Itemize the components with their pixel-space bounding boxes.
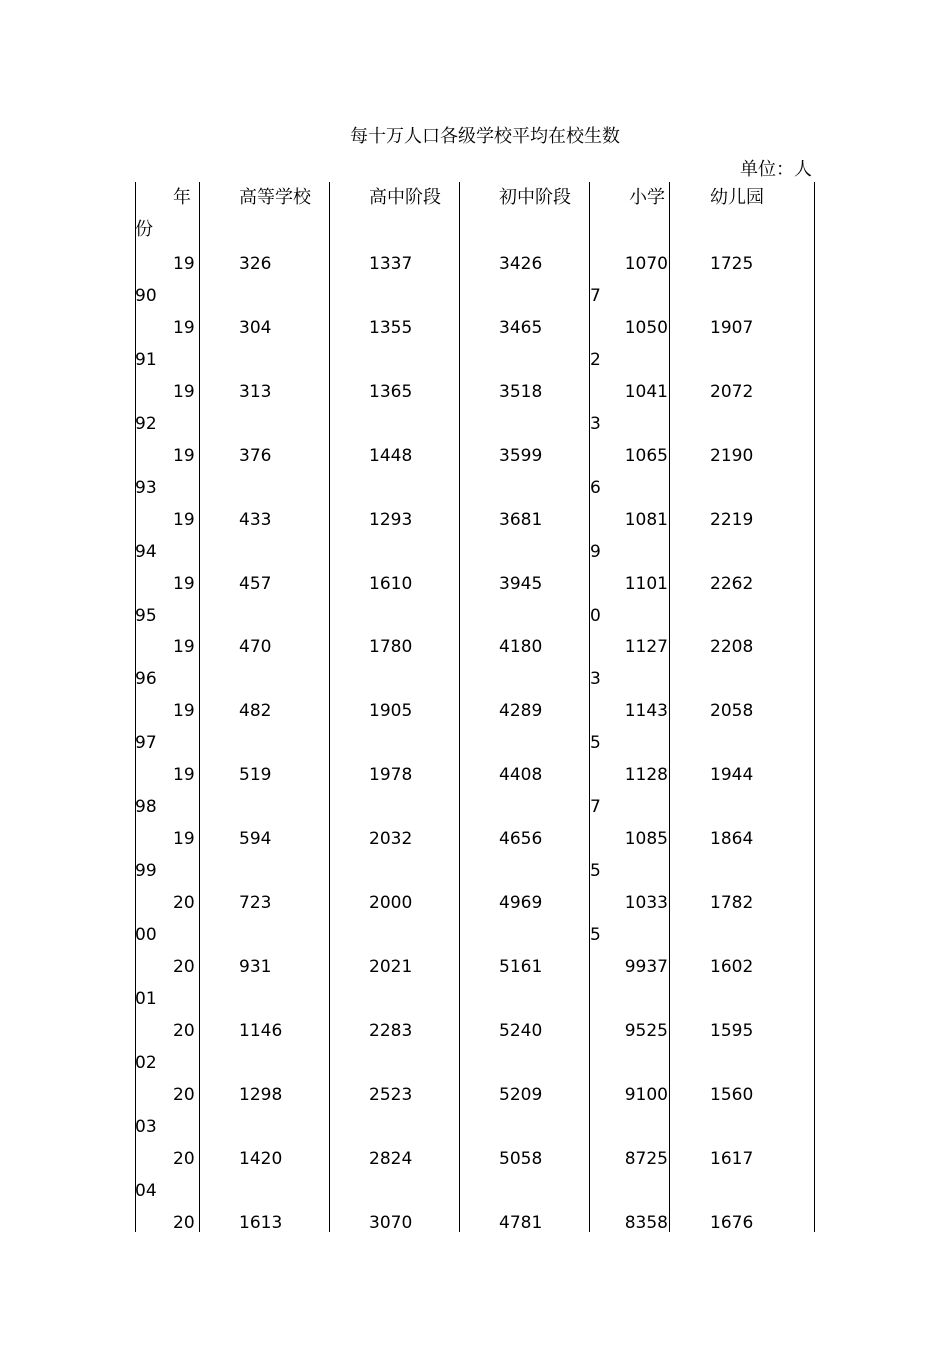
higher-value: 433 [239, 510, 272, 530]
column-divider-primary [669, 182, 670, 1232]
junior-value: 4781 [499, 1213, 543, 1233]
primary-value: 1128 [624, 765, 668, 785]
year-cell-top: 19 [173, 510, 195, 530]
year-cell-bottom: 04 [135, 1181, 157, 1201]
kinder-value: 1602 [710, 957, 754, 977]
table-right-border [814, 182, 815, 1232]
year-cell-top: 20 [173, 1149, 195, 1169]
header-primary: 小学 [629, 187, 665, 208]
year-cell-bottom: 00 [135, 925, 157, 945]
senior-value: 2283 [369, 1021, 413, 1041]
primary-value-wrap: 0 [590, 606, 601, 626]
year-cell-bottom: 93 [135, 478, 157, 498]
primary-value-wrap: 7 [590, 797, 601, 817]
column-divider-year [199, 182, 200, 1232]
header-kinder: 幼儿园 [710, 187, 764, 208]
junior-value: 4408 [499, 765, 543, 785]
year-cell-bottom: 01 [135, 989, 157, 1009]
higher-value: 1146 [239, 1021, 283, 1041]
kinder-value: 2219 [710, 510, 754, 530]
higher-value: 470 [239, 637, 272, 657]
kinder-value: 1595 [710, 1021, 754, 1041]
junior-value: 3945 [499, 574, 543, 594]
kinder-value: 1907 [710, 318, 754, 338]
kinder-value: 1560 [710, 1085, 754, 1105]
kinder-value: 1676 [710, 1213, 754, 1233]
senior-value: 1365 [369, 382, 413, 402]
year-cell-top: 20 [173, 1213, 195, 1233]
kinder-value: 1725 [710, 254, 754, 274]
primary-value: 1101 [624, 574, 668, 594]
senior-value: 1337 [369, 254, 413, 274]
primary-value-wrap: 3 [590, 414, 601, 434]
junior-value: 3426 [499, 254, 543, 274]
junior-value: 4289 [499, 701, 543, 721]
primary-value: 1050 [624, 318, 668, 338]
year-cell-bottom: 97 [135, 733, 157, 753]
junior-value: 3518 [499, 382, 543, 402]
year-cell-top: 20 [173, 1085, 195, 1105]
junior-value: 4656 [499, 829, 543, 849]
year-cell-bottom: 94 [135, 542, 157, 562]
senior-value: 1905 [369, 701, 413, 721]
primary-value: 9937 [624, 957, 668, 977]
year-cell-top: 19 [173, 637, 195, 657]
year-cell-top: 19 [173, 446, 195, 466]
year-cell-top: 19 [173, 829, 195, 849]
header-junior: 初中阶段 [499, 187, 571, 208]
primary-value-wrap: 5 [590, 861, 601, 881]
higher-value: 313 [239, 382, 272, 402]
junior-value: 3599 [499, 446, 543, 466]
primary-value: 1070 [624, 254, 668, 274]
primary-value-wrap: 7 [590, 286, 601, 306]
senior-value: 1610 [369, 574, 413, 594]
primary-value: 8358 [624, 1213, 668, 1233]
table-left-border [135, 182, 136, 1232]
year-cell-top: 19 [173, 765, 195, 785]
higher-value: 594 [239, 829, 272, 849]
year-cell-top: 19 [173, 701, 195, 721]
year-cell-bottom: 98 [135, 797, 157, 817]
primary-value: 8725 [624, 1149, 668, 1169]
primary-value: 1127 [624, 637, 668, 657]
primary-value-wrap: 5 [590, 925, 601, 945]
senior-value: 2824 [369, 1149, 413, 1169]
kinder-value: 1617 [710, 1149, 754, 1169]
higher-value: 931 [239, 957, 272, 977]
year-cell-bottom: 90 [135, 286, 157, 306]
higher-value: 1613 [239, 1213, 283, 1233]
header-senior: 高中阶段 [369, 187, 441, 208]
higher-value: 1298 [239, 1085, 283, 1105]
primary-value: 1143 [624, 701, 668, 721]
kinder-value: 1782 [710, 893, 754, 913]
kinder-value: 1864 [710, 829, 754, 849]
year-cell-top: 19 [173, 382, 195, 402]
year-cell-bottom: 03 [135, 1117, 157, 1137]
unit-label: 单位：人 [740, 159, 812, 180]
year-cell-top: 20 [173, 1021, 195, 1041]
junior-value: 5209 [499, 1085, 543, 1105]
year-cell-top: 19 [173, 254, 195, 274]
column-divider-higher [329, 182, 330, 1232]
junior-value: 4969 [499, 893, 543, 913]
header-year-top: 年 [173, 187, 191, 208]
senior-value: 2032 [369, 829, 413, 849]
header-year-bottom: 份 [135, 219, 153, 240]
year-cell-top: 19 [173, 318, 195, 338]
primary-value-wrap: 3 [590, 669, 601, 689]
kinder-value: 2058 [710, 701, 754, 721]
kinder-value: 2190 [710, 446, 754, 466]
senior-value: 1978 [369, 765, 413, 785]
higher-value: 326 [239, 254, 272, 274]
year-cell-top: 19 [173, 574, 195, 594]
kinder-value: 2072 [710, 382, 754, 402]
kinder-value: 1944 [710, 765, 754, 785]
higher-value: 482 [239, 701, 272, 721]
year-cell-bottom: 92 [135, 414, 157, 434]
primary-value-wrap: 2 [590, 350, 601, 370]
primary-value: 1081 [624, 510, 668, 530]
junior-value: 5161 [499, 957, 543, 977]
higher-value: 304 [239, 318, 272, 338]
year-cell-bottom: 91 [135, 350, 157, 370]
year-cell-top: 20 [173, 893, 195, 913]
kinder-value: 2208 [710, 637, 754, 657]
senior-value: 2021 [369, 957, 413, 977]
kinder-value: 2262 [710, 574, 754, 594]
junior-value: 3681 [499, 510, 543, 530]
higher-value: 519 [239, 765, 272, 785]
primary-value: 1033 [624, 893, 668, 913]
primary-value-wrap: 9 [590, 542, 601, 562]
junior-value: 5058 [499, 1149, 543, 1169]
senior-value: 1448 [369, 446, 413, 466]
year-cell-bottom: 02 [135, 1053, 157, 1073]
senior-value: 2000 [369, 893, 413, 913]
year-cell-top: 20 [173, 957, 195, 977]
primary-value-wrap: 6 [590, 478, 601, 498]
senior-value: 3070 [369, 1213, 413, 1233]
page-title: 每十万人口各级学校平均在校生数 [350, 126, 620, 147]
year-cell-bottom: 95 [135, 606, 157, 626]
year-cell-bottom: 96 [135, 669, 157, 689]
higher-value: 723 [239, 893, 272, 913]
primary-value: 1085 [624, 829, 668, 849]
primary-value: 9525 [624, 1021, 668, 1041]
primary-value: 1041 [624, 382, 668, 402]
higher-value: 457 [239, 574, 272, 594]
senior-value: 1355 [369, 318, 413, 338]
column-divider-senior [459, 182, 460, 1232]
junior-value: 3465 [499, 318, 543, 338]
primary-value: 9100 [624, 1085, 668, 1105]
primary-value: 1065 [624, 446, 668, 466]
senior-value: 1780 [369, 637, 413, 657]
junior-value: 4180 [499, 637, 543, 657]
primary-value-wrap: 5 [590, 733, 601, 753]
junior-value: 5240 [499, 1021, 543, 1041]
senior-value: 1293 [369, 510, 413, 530]
higher-value: 376 [239, 446, 272, 466]
header-higher: 高等学校 [239, 187, 311, 208]
senior-value: 2523 [369, 1085, 413, 1105]
higher-value: 1420 [239, 1149, 283, 1169]
year-cell-bottom: 99 [135, 861, 157, 881]
